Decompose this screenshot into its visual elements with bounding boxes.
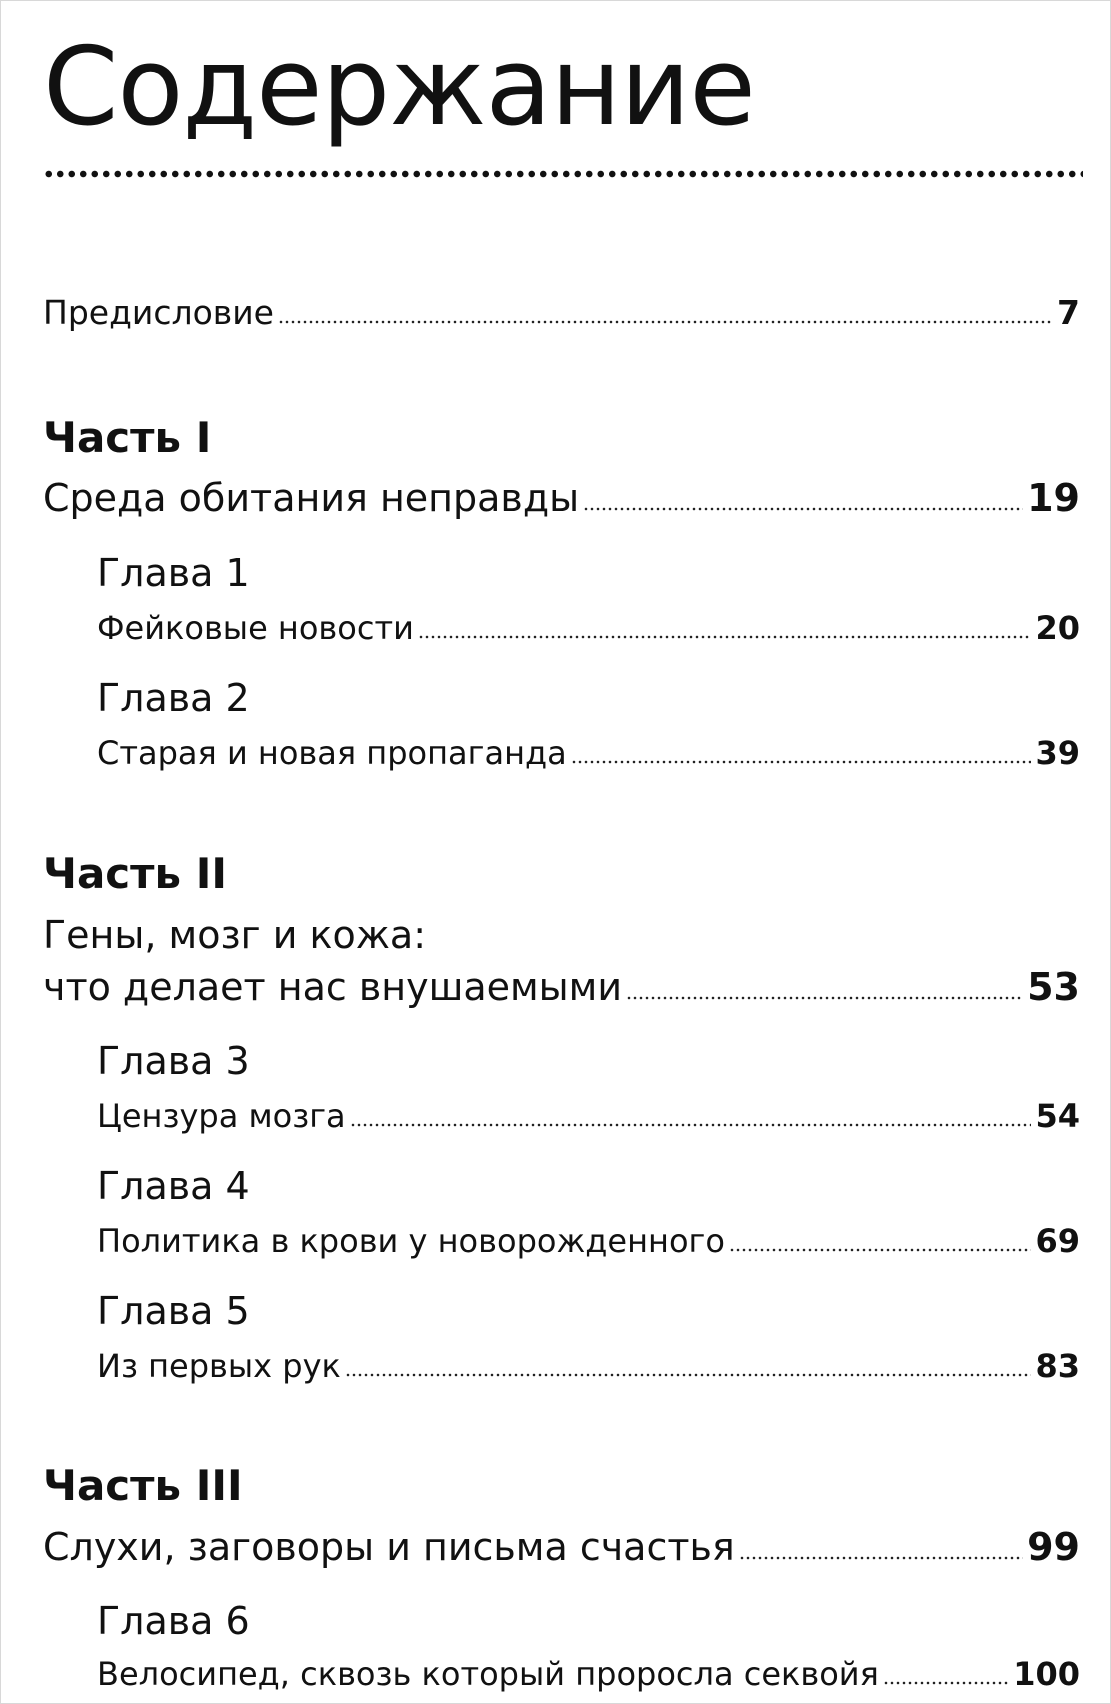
dot-leader: [345, 1373, 1032, 1377]
toc-page-number: 19: [1027, 476, 1080, 520]
dot-leader: [350, 1123, 1032, 1127]
dot-leader: [571, 760, 1032, 764]
dot-leader: [729, 1248, 1032, 1252]
toc-entry-label: Предисловие: [43, 293, 274, 332]
part-title-line: Гены, мозг и кожа:: [43, 913, 427, 957]
toc-entry-chapter-2[interactable]: [97, 734, 1080, 772]
toc-page-number: 100: [1013, 1655, 1080, 1693]
toc-entry-part-3[interactable]: [43, 1525, 1080, 1569]
dot-leader: [883, 1681, 1009, 1685]
chapter-title: Цензура мозга: [97, 1097, 346, 1135]
toc-entry-part-1[interactable]: [43, 476, 1080, 520]
part-label: Часть I: [43, 413, 212, 462]
toc-entry-preface[interactable]: [43, 293, 1080, 332]
chapter-label: Глава 3: [97, 1039, 250, 1083]
toc-page-number: 69: [1035, 1222, 1080, 1260]
title-dotted-rule: [43, 169, 1083, 179]
toc-entry-part-2[interactable]: [43, 965, 1080, 1009]
toc-entry-chapter-1[interactable]: [97, 609, 1080, 647]
chapter-label: Глава 2: [97, 676, 250, 720]
toc-entry-chapter-5[interactable]: [97, 1347, 1080, 1385]
toc-page-number: 53: [1027, 965, 1080, 1009]
part-title: что делает нас внушаемыми: [43, 965, 623, 1009]
toc-entry-chapter-6[interactable]: [97, 1655, 1080, 1693]
chapter-title: Старая и новая пропаганда: [97, 734, 567, 772]
toc-entry-chapter-4[interactable]: [97, 1222, 1080, 1260]
chapter-title: Велосипед, сквозь который проросла секвойя: [97, 1655, 879, 1693]
part-title: Слухи, заговоры и письма счастья: [43, 1525, 735, 1569]
chapter-title: Политика в крови у новорожденного: [97, 1222, 725, 1260]
chapter-label: Глава 5: [97, 1289, 250, 1333]
dot-leader: [278, 320, 1053, 324]
toc-page-number: 99: [1027, 1525, 1080, 1569]
part-label: Часть II: [43, 849, 227, 898]
toc-entry-chapter-3[interactable]: [97, 1097, 1080, 1135]
dot-leader: [626, 996, 1023, 1000]
toc-page-number: 7: [1057, 293, 1080, 332]
dot-leader: [583, 507, 1023, 511]
toc-page-number: 54: [1035, 1097, 1080, 1135]
dot-leader: [739, 1556, 1023, 1560]
chapter-label: Глава 6: [97, 1599, 250, 1643]
chapter-label: Глава 1: [97, 551, 250, 595]
page-title: Содержание: [43, 25, 755, 150]
chapter-title: Фейковые новости: [97, 609, 414, 647]
chapter-title: Из первых рук: [97, 1347, 341, 1385]
chapter-label: Глава 4: [97, 1164, 250, 1208]
toc-page-number: 39: [1035, 734, 1080, 772]
dot-leader: [418, 635, 1032, 639]
part-label: Часть III: [43, 1461, 243, 1510]
toc-page-number: 20: [1035, 609, 1080, 647]
toc-page-number: 83: [1035, 1347, 1080, 1385]
part-title: Среда обитания неправды: [43, 476, 580, 520]
